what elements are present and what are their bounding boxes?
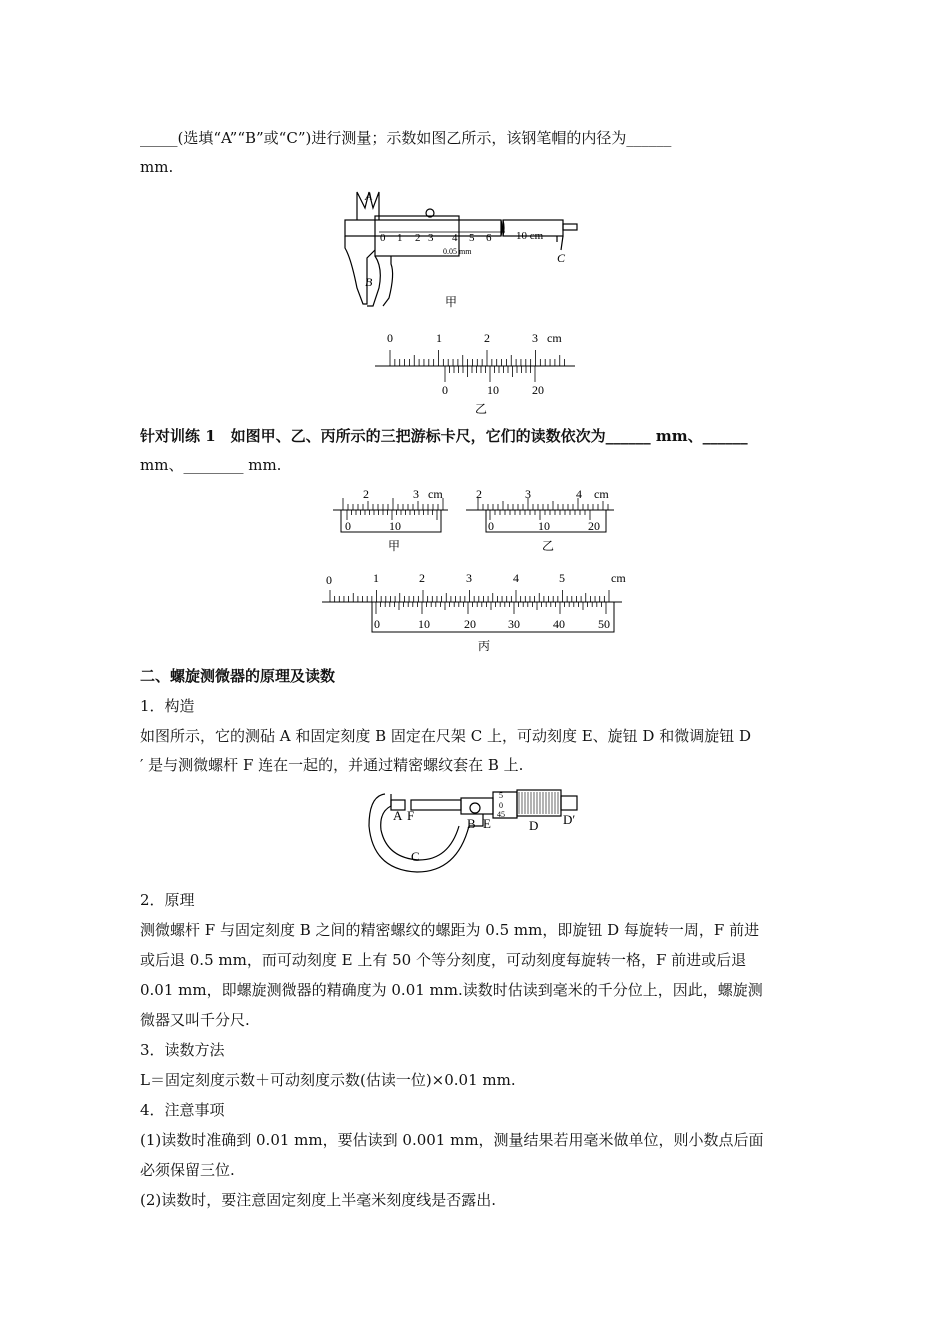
caliper-num: 0 (380, 232, 386, 244)
text-line-1: _____(选填“A”“B”或“C”)进行测量；示数如图乙所示，该钢笔帽的内径为______ (140, 129, 672, 147)
tb-main-num: 2 (419, 571, 425, 585)
tj-caption: 甲 (388, 539, 401, 553)
text-line-12: 0.01 mm，即螺旋测微器的精确度为 0.01 mm.读数时估读到毫米的千分位上，因此，螺旋测 (140, 981, 763, 999)
caliper-num: 4 (452, 232, 458, 244)
tb-vern-num: 0 (374, 617, 380, 631)
text-line-7: 如图所示，它的测砧 A 和固定刻度 B 固定在尺架 C 上，可动刻度 E、旋钮 D 和微调旋钮 D (140, 727, 752, 745)
caliper-figure (335, 188, 585, 312)
text-line-8: ′ 是与测微螺杆 F 连在一起的，并通过精密螺纹套在 B 上. (140, 756, 524, 774)
caliper-label-b: B (365, 275, 373, 289)
caliper-precision: 0.05 mm (443, 247, 472, 256)
ty-vern-num: 20 (588, 519, 600, 533)
text-line-6: 1．构造 (140, 697, 195, 715)
micro-label-d: D (529, 818, 539, 833)
micro-label-c: C (411, 849, 420, 864)
text-line-13: 微器又叫千分尺. (140, 1011, 250, 1029)
tb-main-num: 5 (559, 571, 565, 585)
tb-main-num: 4 (513, 571, 519, 585)
yi-vern-num: 0 (442, 383, 448, 397)
caliper-num: 2 (415, 232, 421, 244)
text-line-18: 必须保留三位. (140, 1161, 235, 1179)
tb-vern-num: 10 (418, 617, 430, 631)
ty-caption: 乙 (542, 539, 555, 553)
ty-vern-num: 10 (538, 519, 550, 533)
training-bing-figure (322, 570, 632, 654)
ty-main-num: 3 (525, 487, 531, 501)
caliper-num: 5 (469, 232, 475, 244)
text-line-11: 或后退 0.5 mm，而可动刻度 E 上有 50 个等分刻度，可动刻度每旋转一格，F 前进或后退 (140, 951, 747, 969)
caliper-num: 3 (428, 232, 434, 244)
training-jia-figure (333, 484, 453, 556)
tb-vern-num: 50 (598, 617, 610, 631)
micro-label-a: A (393, 808, 403, 823)
micro-scale-num: 5 (499, 791, 503, 800)
micro-label-e: E (483, 816, 491, 831)
text-line-14: 3．读数方法 (140, 1041, 225, 1059)
tb-vern-num: 30 (508, 617, 520, 631)
yi-main-num: 3 (532, 331, 538, 345)
training-yi-figure (466, 484, 616, 556)
text-line-17: (1)读数时准确到 0.01 mm，要估读到 0.001 mm，测量结果若用毫米做单位，则小数点后面 (140, 1131, 764, 1149)
micro-label-f: F (407, 808, 415, 823)
text-line-10: 测微螺杆 F 与固定刻度 B 之间的精密螺纹的螺距为 0.5 mm，即旋钮 D 每旋转一周，F 前进 (140, 921, 760, 939)
micro-scale-num: 0 (499, 801, 503, 810)
caliper-num: 1 (397, 232, 403, 244)
text-line-19: (2)读数时，要注意固定刻度上半毫米刻度线是否露出. (140, 1191, 497, 1209)
caliper-num: 6 (486, 232, 492, 244)
ty-unit: cm (594, 487, 609, 501)
caliper-num-10cm: 10 cm (516, 230, 544, 242)
caliper-caption: 甲 (445, 295, 458, 309)
micrometer-figure (365, 786, 590, 878)
text-line-2: mm. (140, 158, 174, 176)
tj-main-num: 2 (363, 487, 369, 501)
tj-vern-num: 0 (345, 519, 351, 533)
tj-unit: cm (428, 487, 443, 501)
tb-main-num: 1 (373, 571, 379, 585)
ty-main-num: 2 (476, 487, 482, 501)
tb-caption: 丙 (478, 639, 491, 653)
micro-label-b: B (467, 816, 476, 831)
text-line-4: mm、________ mm. (140, 456, 282, 474)
text-line-15: L＝固定刻度示数＋可动刻度示数(估读一位)×0.01 mm. (140, 1071, 516, 1089)
yi-vern-num: 20 (532, 383, 544, 397)
tb-vern-num: 40 (553, 617, 565, 631)
tb-main-num: 0 (326, 573, 332, 587)
micro-label-dprime: D′ (563, 812, 576, 827)
ty-main-num: 4 (576, 487, 582, 501)
tb-unit: cm (611, 571, 626, 585)
caliper-label-a: A (365, 189, 373, 203)
reading-yi-figure (375, 328, 575, 418)
yi-main-num: 1 (436, 331, 442, 345)
tb-main-num: 3 (466, 571, 472, 585)
training-heading: 针对训练 1 如图甲、乙、丙所示的三把游标卡尺，它们的读数依次为______ mm、______ (140, 427, 748, 445)
micro-scale-num: 45 (497, 810, 505, 819)
text-line-9: 2．原理 (140, 891, 195, 909)
yi-main-num: 0 (387, 331, 393, 345)
yi-caption: 乙 (475, 402, 488, 416)
tb-vern-num: 20 (464, 617, 476, 631)
text-line-16: 4．注意事项 (140, 1101, 225, 1119)
caliper-label-c: C (557, 251, 566, 265)
tj-vern-num: 10 (389, 519, 401, 533)
yi-main-num: 2 (484, 331, 490, 345)
tj-main-num: 3 (413, 487, 419, 501)
ty-vern-num: 0 (488, 519, 494, 533)
yi-vern-num: 10 (487, 383, 499, 397)
yi-unit: cm (547, 331, 562, 345)
section-heading: 二、螺旋测微器的原理及读数 (140, 667, 336, 685)
